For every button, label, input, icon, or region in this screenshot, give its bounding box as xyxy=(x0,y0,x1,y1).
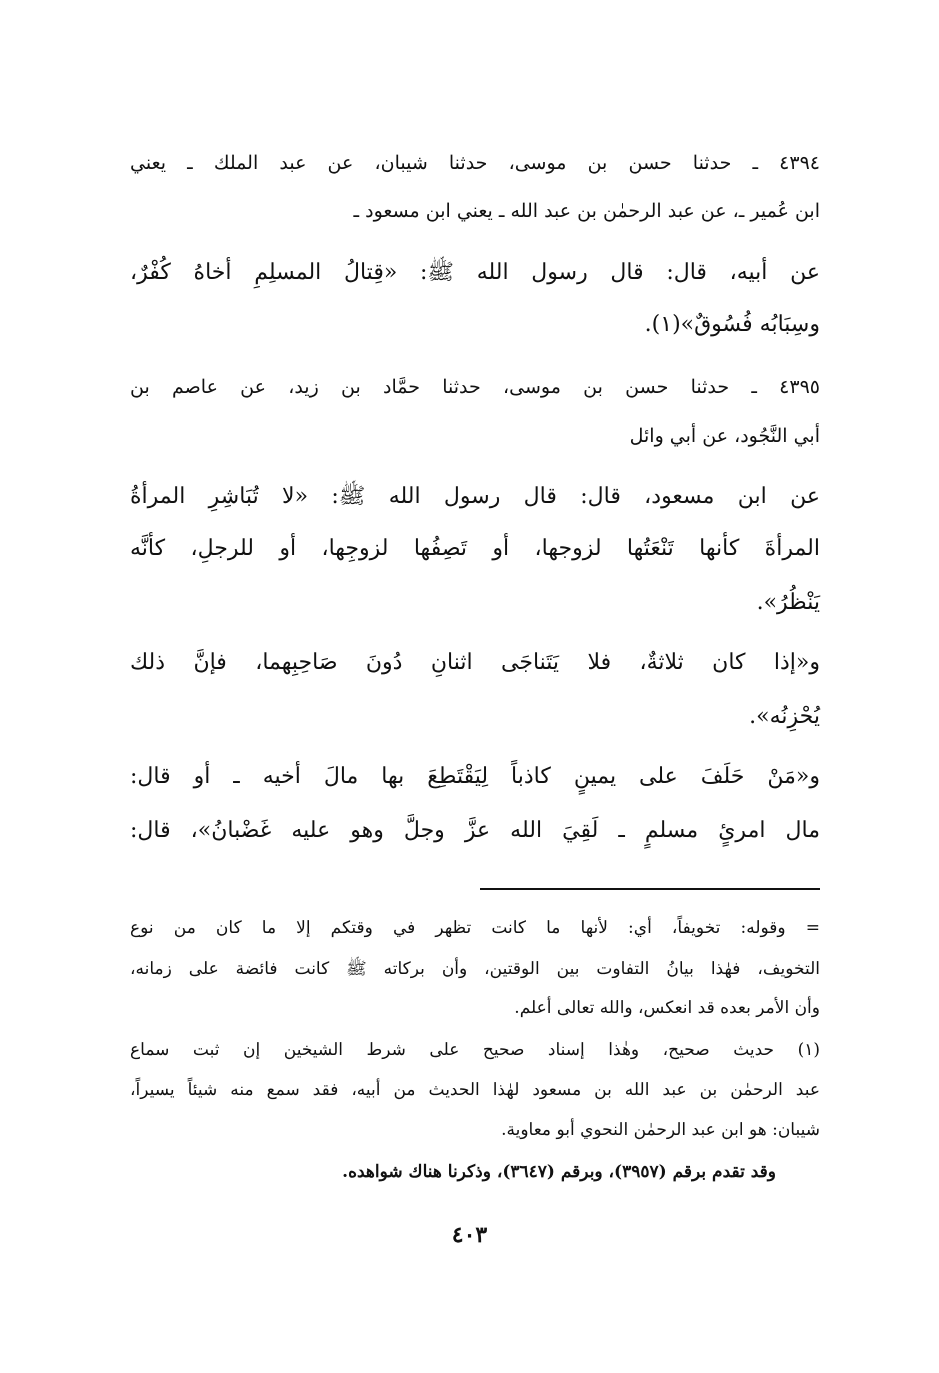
hadith-4395-matn-1-line-3: يَنْظُرُ». xyxy=(756,590,820,615)
hadith-4394-isnad-line-2: ابن عُمير ـ، عن عبد الرحمٰن بن عبد الله ـ يعني ابن مسعود ـ xyxy=(353,200,820,222)
footnote-divider xyxy=(480,888,820,890)
hadith-4395-matn-3-line-2: مال امرئٍ مسلمٍ ـ لَقِيَ الله عزَّ وجلَّ وهو عليه غَضْبانُ»، قال: xyxy=(130,818,820,843)
footnote-1-cross-reference: وقد تقدم برقم (٣٩٥٧)، وبرقم (٣٦٤٧)، وذكرنا هناك شواهده. xyxy=(342,1162,776,1182)
footnote-1-line-3: شيبان: هو ابن عبد الرحمٰن النحوي أبو معاوية. xyxy=(501,1120,820,1140)
hadith-4395-isnad-line-2: أبي النَّجُود، عن أبي وائل xyxy=(629,425,820,447)
hadith-4395-isnad-line-1: ٤٣٩٥ ـ حدثنا حسن بن موسى، حدثنا حمَّاد بن زيد، عن عاصم بن xyxy=(130,376,820,398)
footnote-1-line-1: (١) حديث صحيح، وهٰذا إسناد صحيح على شرط الشيخين إن ثبت سماع xyxy=(130,1040,820,1060)
footnote-continued-line-1: = وقوله: تخويفاً، أي: لأنها ما كانت تظهر في وقتكم إلا ما كان من نوع xyxy=(130,918,820,938)
hadith-4395-matn-2-line-2: يُحْزِنُه». xyxy=(749,704,820,729)
footnote-continued-line-3: وأن الأمر بعده قد انعكس، والله تعالى أعلم. xyxy=(514,998,820,1018)
hadith-4394-isnad-line-1: ٤٣٩٤ ـ حدثنا حسن بن موسى، حدثنا شيبان، عن عبد الملك ـ يعني xyxy=(130,152,820,174)
footnote-continued-line-2: التخويف، فهٰذا بيانُ التفاوت بين الوقتين، وأن بركاته ﷺ كانت فائضة على زمانه، xyxy=(130,959,820,979)
hadith-4395-matn-3-line-1: و«مَنْ حَلَفَ على يمينٍ كاذباً لِيَقْتَطِعَ بها مالَ أخيه ـ أو قال: xyxy=(130,764,820,789)
footnote-1-line-2: عبد الرحمٰن بن عبد الله بن مسعود لهٰذا الحديث من أبيه، فقد سمع منه شيئاً يسيراً، xyxy=(130,1080,820,1100)
hadith-4395-matn-1-line-2: المرأةَ كأنها تَنْعَتُها لزوجها، أو تَصِفُها لزوجِها، أو للرجلِ، كأنَّه xyxy=(130,536,820,561)
hadith-4395-matn-2-line-1: و«إذا كان ثلاثةٌ، فلا يَتَناجَى اثنانِ دُونَ صَاحِبِهما، فإنَّ ذلك xyxy=(130,650,820,675)
hadith-4394-matn-line-2: وسِبَابُه فُسُوقٌ»(١). xyxy=(644,312,820,337)
hadith-4395-matn-1-line-1: عن ابن مسعود، قال: قال رسول الله ﷺ: «لا تُبَاشِرِ المرأةُ xyxy=(130,484,820,509)
hadith-4394-matn-line-1: عن أبيه، قال: قال رسول الله ﷺ: «قِتالُ المسلِمِ أخاهُ كُفْرٌ، xyxy=(130,260,820,285)
page-number: ٤٠٣ xyxy=(451,1222,488,1248)
